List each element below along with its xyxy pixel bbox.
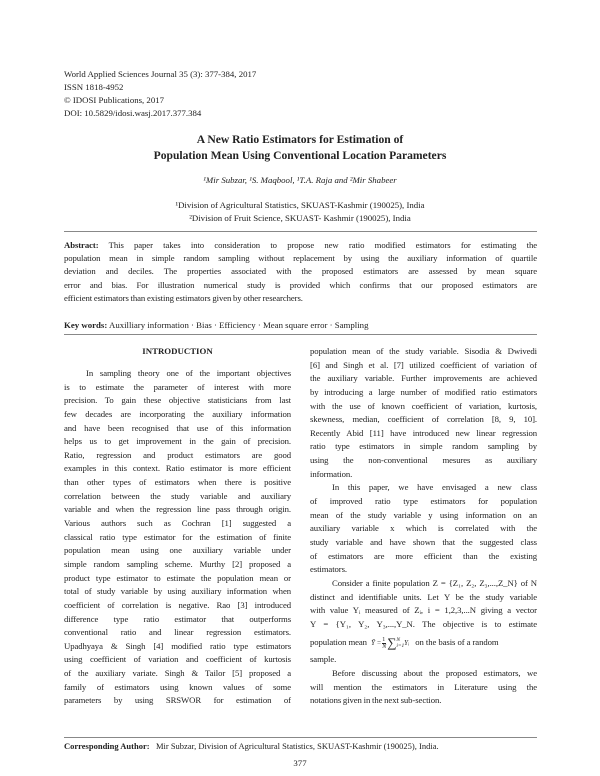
abstract-line: [64, 239, 537, 252]
abstract-line: [64, 279, 537, 292]
paragraph-line: helps us to get improvement in the gain of precision.: [64, 436, 291, 447]
paragraph-line: using coefficient of variation and coefficient of kurtosis: [64, 654, 291, 665]
affiliation-2: ²Division of Fruit Science, SKUAST- Kashmir (190025), India: [189, 213, 411, 223]
fraction-numerator: 1: [382, 636, 386, 643]
paragraph-line: population mean of the study variable. Sisodia & Dwivedi: [310, 346, 537, 356]
formula-term: Yᵢ: [404, 639, 410, 648]
paragraph-line: of the auxiliary variate. Singh & Tailor [5] proposed a: [64, 668, 291, 679]
authors: ¹Mir Subzar, ¹S. Maqbool, ¹T.A. Raja and ²Mir Shabeer: [203, 175, 397, 185]
paragraph-line: mean of the study variable y using information on an: [310, 509, 537, 520]
paragraph-line: of improved ratio type estimators for population: [310, 496, 537, 507]
paragraph-line: family of estimators using known values of some: [64, 681, 291, 692]
paragraph-line: is to estimate the parameter of interest with more: [64, 381, 291, 392]
paragraph-line: Ratio, regression and product estimators are good: [64, 449, 291, 460]
paragraph-line: examples in this context. Ratio estimator is more efficient: [64, 463, 291, 474]
paragraph-line: conventional ratio and linear regression estimators.: [64, 627, 291, 638]
abstract-text: error and bias. For illustration numerical study is provided which confirms that our proposed estimators are: [64, 279, 537, 290]
paragraph-line: parameters by using SRSWOR for estimation of: [64, 695, 291, 706]
summation-limits: [396, 637, 404, 649]
paragraph-line: Upadhyaya & Singh [4] modified ratio type estimators: [64, 640, 291, 651]
paragraph-line: Recently Abid [11] have introduced new linear regression: [310, 427, 537, 438]
paragraph-line: variable and when the regression line pass through origin.: [64, 504, 291, 515]
corresponding-author: [64, 741, 439, 751]
paragraph-line: [6] and Singh et al. [7] utilized coefficient of variation of: [310, 359, 537, 370]
divider: [64, 737, 537, 738]
paragraph-line: Y = {Y₁, Y₂, Y₃,...,Y_N. The objective is to estimate: [310, 618, 537, 629]
paragraph-line: using the non-conventional mesures as auxiliary: [310, 455, 537, 466]
upper-limit: N: [396, 637, 401, 644]
summation-symbol: ∑: [387, 635, 397, 651]
paragraph-line: In this paper, we have envisaged a new class: [332, 482, 537, 493]
paragraph-line: precision. To gain these objective statisticians from last: [64, 395, 291, 406]
paragraph-line: than other types of estimators when there is positive: [64, 477, 291, 488]
affiliations: [0, 199, 600, 225]
paragraph-line: with value Yᵢ measured of Zᵢ, i = 1,2,3,...N giving a vector: [310, 605, 537, 616]
paragraph-line: distinct and identifiable units. Let Y be the study variable: [310, 591, 537, 602]
corresponding-author-text: Mir Subzar, Division of Agricultural Statistics, SKUAST-Kashmir (190025), India.: [155, 741, 439, 751]
paragraph-line: by introducing a large number of modified ratio estimators: [310, 386, 537, 397]
paragraph-line: product type estimator to estimate the population mean or: [64, 572, 291, 583]
keywords: [64, 320, 368, 330]
keywords-label: Key words:: [64, 320, 108, 330]
journal-citation: World Applied Sciences Journal 35 (3): 377-384, 2017: [64, 69, 257, 79]
paragraph-line: total of study variable by using auxiliary information when: [64, 586, 291, 597]
abstract-text: population mean in simple random sampling without replacement by using the auxiliary information of quartile: [64, 253, 537, 264]
keywords-text: Auxilliary information · Bias · Efficiency · Mean square error · Sampling: [107, 320, 369, 330]
right-column: [310, 345, 537, 708]
paragraph-line: Consider a finite population Z = {Z₁, Z₂, Z₃,...,Z_N} of N: [332, 577, 537, 588]
corresponding-author-label: Corresponding Author:: [64, 741, 150, 751]
journal-header: [64, 68, 256, 120]
affiliation-1: ¹Division of Agricultural Statistics, SKUAST-Kashmir (190025), India: [175, 200, 425, 210]
paragraph-line: notations given in the next sub-section.: [310, 695, 442, 706]
paragraph-line: Before discussing about the proposed estimators, we: [332, 668, 537, 679]
paragraph-line: skewness, median, coefficient of correlation [8, 9, 10].: [310, 414, 537, 425]
paragraph-line: Various authors such as Cochran [1] suggested a: [64, 518, 291, 529]
issn: ISSN 1818-4952: [64, 82, 124, 92]
formula-fraction: [382, 637, 386, 650]
paragraph-line: of estimators are more efficient than the existing: [310, 550, 537, 561]
page-number: 377: [293, 758, 307, 768]
divider: [64, 231, 537, 232]
paragraph-line: and have been recognised that use of this information: [64, 422, 291, 433]
abstract-line: [64, 252, 537, 265]
paragraph-line: classical ratio type estimator for the estimation of finite: [64, 531, 291, 542]
abstract-line: [64, 292, 537, 305]
formula-line: [310, 631, 537, 653]
formula-prefix: population mean: [310, 637, 367, 648]
abstract-text: efficient estimators than existing estimators given by other researchers.: [64, 292, 303, 303]
paragraph-line: will mention the estimators in Literature using the: [310, 681, 537, 692]
paragraph-line: population mean using one auxiliary variable under: [64, 545, 291, 556]
title-line-1: A New Ratio Estimators for Estimation of: [196, 133, 404, 146]
abstract-text: deviation and deciles. The properties associated with the proposed estimators are assessed by mean square: [64, 266, 537, 277]
paragraph-line: auxiliary variable x which is correlated with the: [310, 523, 537, 534]
abstract-label: Abstract:: [64, 240, 99, 250]
paragraph-line: sample.: [310, 654, 337, 665]
formula-lhs: Ȳ =: [371, 639, 382, 648]
paragraph-line: the auxiliary variable. Further improvements are achieved: [310, 373, 537, 384]
paragraph-line: coefficient of correlation is negative. Rao [3] introduced: [64, 599, 291, 610]
paragraph-line: In sampling theory one of the important objectives: [86, 368, 291, 378]
paragraph-line: with the use of known coefficient of variation, kurtosis,: [310, 400, 537, 411]
divider: [64, 334, 537, 335]
paragraph-line: simple random sampling scheme. Murthy [2] proposed a: [64, 558, 291, 569]
paragraph-line: difference type ratio estimator that outperforms: [64, 613, 291, 624]
doi: DOI: 10.5829/idosi.wasj.2017.377.384: [64, 108, 202, 118]
paper-title: [0, 132, 600, 164]
paragraph-line: few decades are incorporating the auxiliary information: [64, 408, 291, 419]
paragraph-line: information.: [310, 468, 353, 479]
title-line-2: Population Mean Using Conventional Location Parameters: [153, 149, 447, 162]
left-column: [64, 367, 291, 708]
section-heading: INTRODUCTION: [142, 346, 213, 356]
paragraph-line: ratio type estimators in simple random sampling by: [310, 441, 537, 452]
paragraph-line: study variable and have shown that the suggested class: [310, 536, 537, 547]
abstract-line: [64, 265, 537, 278]
paragraph-line: correlation between the study variable and auxiliary: [64, 490, 291, 501]
abstract: [64, 239, 537, 305]
fraction-denominator: N: [382, 643, 387, 650]
abstract-text: This paper takes into consideration to propose new ratio modified estimators for estimating the: [98, 240, 537, 250]
copyright: © IDOSI Publications, 2017: [64, 95, 165, 105]
formula-suffix: on the basis of a random: [415, 637, 499, 648]
lower-limit: i=1: [396, 643, 405, 650]
paragraph-line: estimators.: [310, 564, 348, 575]
